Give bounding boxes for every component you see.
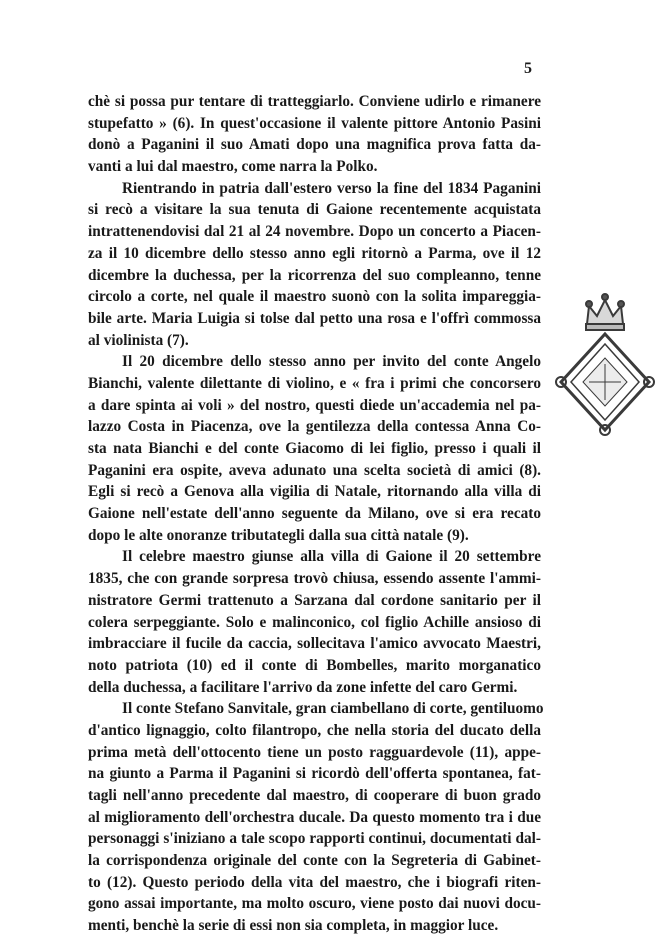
text-line: bile arte. Maria Luigia si tolse dal petto una rosa e l'offrì commossa <box>88 309 541 327</box>
text-line: prima metà dell'ottocento tiene un posto ragguardevole (11), appe- <box>88 743 541 761</box>
text-line: dopo le alte onoranze tributategli dalla sua città natale (9). <box>88 526 469 544</box>
text-line: al miglioramento dell'orchestra ducale. Da questo momento tra i due <box>88 808 541 826</box>
page-number: 5 <box>524 60 532 77</box>
body-text <box>88 91 544 937</box>
text-line: Paganini era ospite, aveva adunato una scelta società di amici (8). <box>88 461 541 479</box>
text-line: si recò a visitare la sua tenuta di Gaione recentemente acquistata <box>88 201 541 219</box>
text-line: Egli si recò a Genova alla vigilia di Natale, ritornando alla villa di <box>88 483 541 501</box>
text-line: la corrispondenza originale del conte con la Segreteria di Gabinet- <box>88 852 541 870</box>
text-line: a dare spinta ai voli » del nostro, questi diede un'accademia nel pa- <box>88 396 541 414</box>
text-line: d'antico lignaggio, colto filantropo, che nella storia del ducato della <box>88 721 541 739</box>
text-line: Gaione nell'estate dell'anno seguente da Milano, ove si era recato <box>88 505 541 523</box>
text-line: al violinista (7). <box>88 331 189 349</box>
text-line: nistratore Germi trattenuto a Sarzana dal cordone sanitario per il <box>88 591 541 609</box>
text-line: colera serpeggiante. Solo e malinconico, col figlio Achille ansioso di <box>88 613 541 631</box>
text-line: chè si possa pur tentare di tratteggiarlo. Conviene udirlo e rimanere <box>88 93 541 110</box>
library-stamp-icon <box>553 284 658 444</box>
text-line: dicembre la duchessa, per la ricorrenza del suo compleanno, tenne <box>88 266 541 284</box>
text-line: lazzo Costa in Piacenza, ove la gentilezza della contessa Anna Co- <box>88 418 541 436</box>
text-line: stupefatto » (6). In quest'occasione il valente pittore Antonio Pasini <box>88 114 541 132</box>
text-line: menti, benchè la serie di essi non sia completa, in maggior luce. <box>88 917 499 935</box>
text-line: circolo a corte, nel quale il maestro suonò con la solita impareggia- <box>88 288 541 306</box>
text-line: to (12). Questo periodo della vita del maestro, che i biografi riten- <box>88 873 541 891</box>
text-line: Il 20 dicembre dello stesso anno per invito del conte Angelo <box>122 353 541 371</box>
text-line: tagli nell'anno precedente dal maestro, di cooperare di buon grado <box>88 787 541 804</box>
text-line: za il 10 dicembre dello stesso anno egli ritornò a Parma, ove il 12 <box>88 244 541 262</box>
text-line: na giunto a Parma il Paganini si ricordò dell'offerta spontanea, fat- <box>88 765 541 783</box>
text-line: 1835, che con grande sorpresa trovò chiusa, essendo assente l'ammi- <box>88 570 541 588</box>
text-line: imbracciare il fucile da caccia, sollecitava l'amico avvocato Maestri, <box>88 635 541 653</box>
text-line: personaggi s'iniziano a tale scopo rapporti continui, documentati dal- <box>88 830 541 848</box>
text-line: Il celebre maestro giunse alla villa di Gaione il 20 settembre <box>122 548 541 566</box>
text-line: Il conte Stefano Sanvitale, gran ciambellano di corte, gentiluomo <box>122 700 544 718</box>
text-line: vanti a lui dal maestro, come narra la Polko. <box>88 158 378 176</box>
text-line: noto patriota (10) ed il conte di Bombelles, marito morganatico <box>88 656 541 674</box>
text-line: gono assai importante, ma molto oscuro, viene posto dai nuovi docu- <box>88 895 541 913</box>
text-line: sta nata Bianchi e del conte Giacomo di lei figlio, presso i quali il <box>88 440 541 457</box>
text-line: donò a Paganini il suo Amati dopo una magnifica prova fatta da- <box>88 136 541 154</box>
text-line: intrattenendovisi dal 21 al 24 novembre. Dopo un concerto a Piacen- <box>88 223 541 241</box>
text-line: Bianchi, valente dilettante di violino, e « fra i primi che concorsero <box>88 374 541 392</box>
text-line: Rientrando in patria dall'estero verso la fine del 1834 Paganini <box>122 179 541 197</box>
text-line: della duchessa, a facilitare l'arrivo da zone infette del caro Germi. <box>88 678 518 696</box>
